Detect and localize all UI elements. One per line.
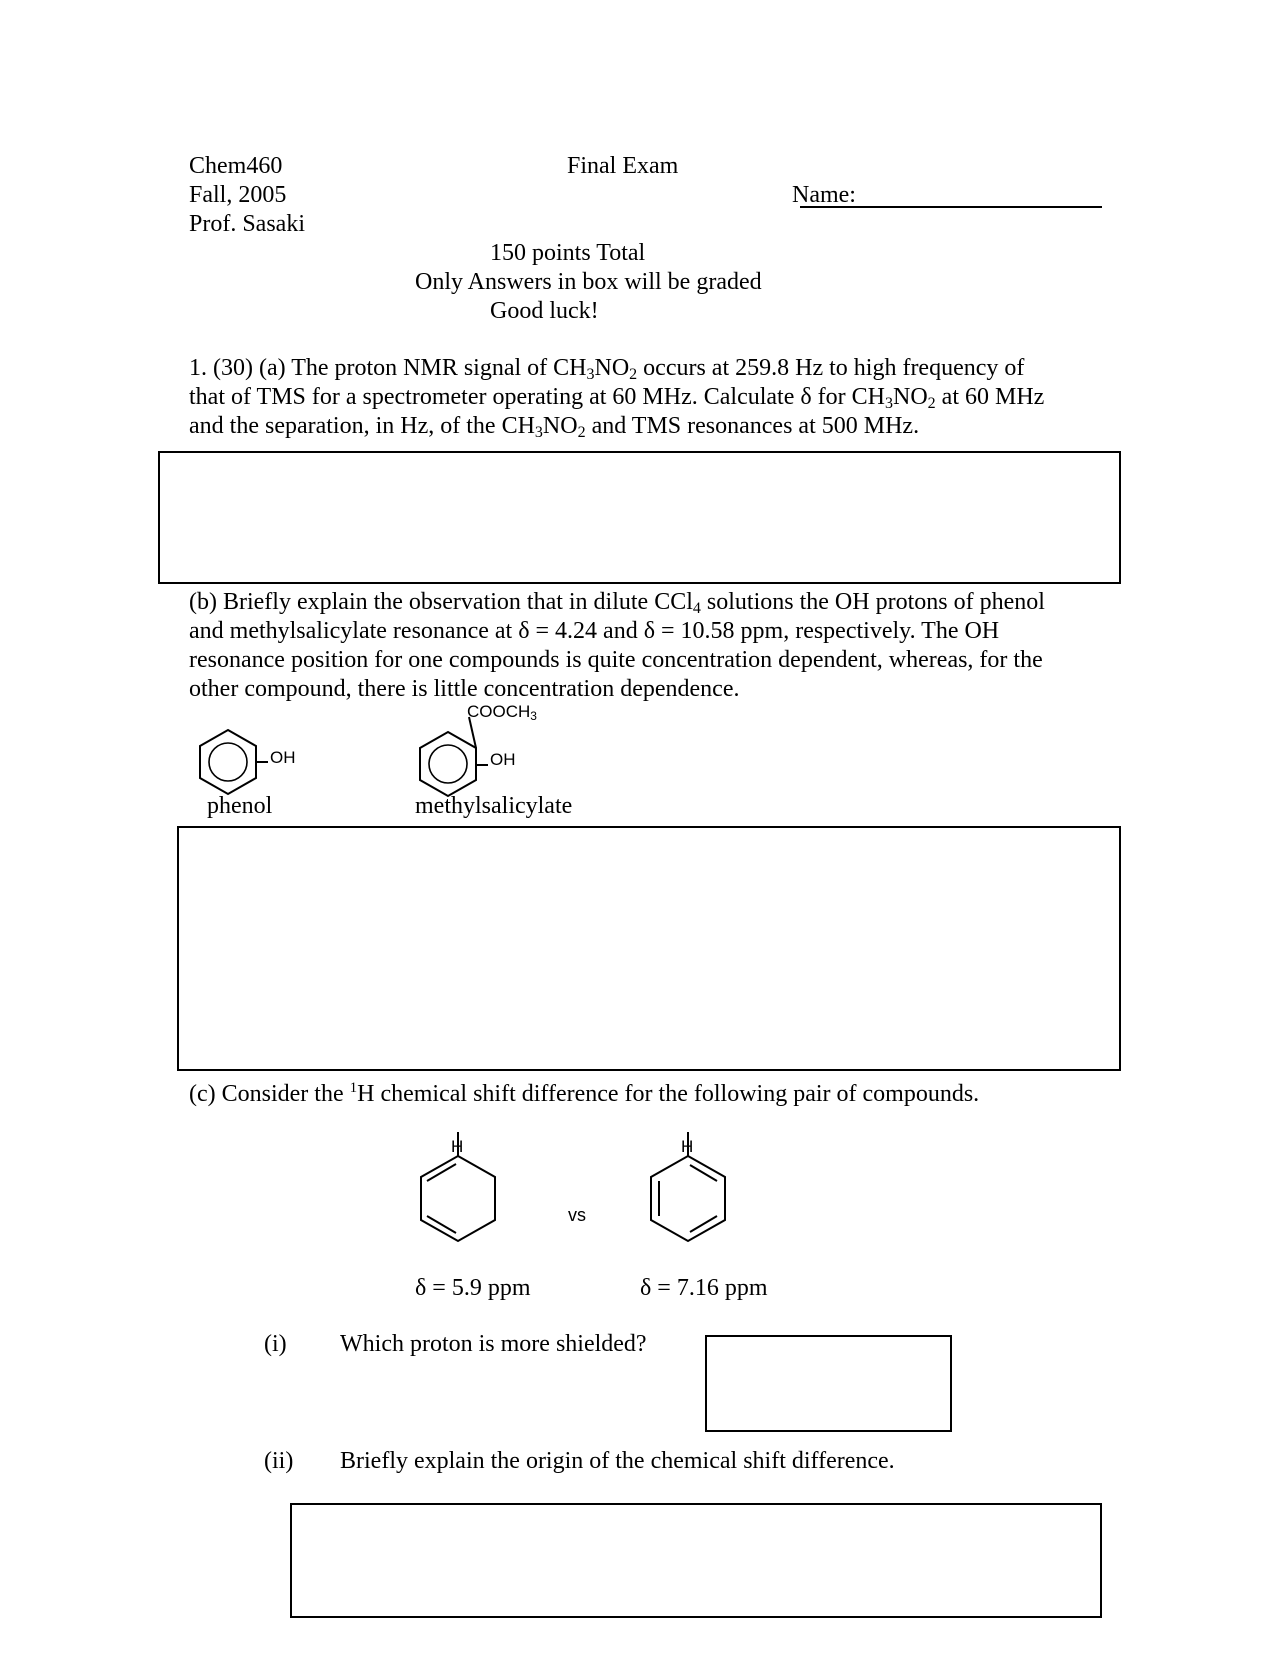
benzene-double-bond-1 <box>690 1165 717 1181</box>
methylsalicylate-label: methylsalicylate <box>415 793 573 819</box>
name-label: Name: <box>792 182 856 208</box>
q1b-line-3: resonance position for one compounds is quite concentration dependent, whereas, for the <box>189 647 1043 673</box>
q1a-line-2: that of TMS for a spectrometer operating at 60 MHz. Calculate δ for $CH_3NO_2$ at 60 MHz <box>189 384 1045 412</box>
shift-left: δ = 5.9 ppm <box>415 1275 531 1301</box>
phenol-oh: OH <box>270 748 296 767</box>
phenol-label: phenol <box>207 793 273 819</box>
methylsalicylate-aromatic-circle <box>429 745 467 783</box>
part-i-number: (i) <box>264 1331 287 1357</box>
benzene-double-bond-2 <box>690 1216 717 1232</box>
answer-box-1a[interactable] <box>158 451 1121 584</box>
question-1b-text <box>189 588 1045 704</box>
cyclohexadiene-double-bond-2 <box>427 1216 456 1233</box>
cyclohexadiene-ring <box>421 1156 495 1241</box>
vs-label: vs <box>568 1205 586 1225</box>
methylsalicylate-coo: $COOCH_3$ <box>467 702 537 723</box>
part-ii-number: (ii) <box>264 1448 294 1474</box>
exam-title: Final Exam <box>567 153 679 179</box>
q1b-line-1: (b) Briefly explain the observation that in dilute CCl$_4$ solutions the OH protons of phenol <box>189 589 1045 617</box>
answer-box-1b[interactable] <box>177 826 1121 1071</box>
cyclohexadiene-h: H <box>451 1137 464 1156</box>
name-underline[interactable] <box>800 206 1102 208</box>
benzene-h: H <box>681 1137 694 1156</box>
cyclohexadiene-double-bond-1 <box>427 1164 456 1181</box>
question-1a-text <box>189 354 1044 441</box>
answer-box-1c-ii[interactable] <box>290 1503 1102 1618</box>
instructions: Only Answers in box will be graded <box>415 269 762 295</box>
answer-box-1c-i[interactable] <box>705 1335 952 1432</box>
methylsalicylate-ester-bond <box>469 717 476 748</box>
methylsalicylate-oh: OH <box>490 750 516 769</box>
course-name: Chem460 <box>189 153 283 179</box>
q1b-line-4: other compound, there is little concentration dependence. <box>189 676 740 702</box>
shift-right: δ = 7.16 ppm <box>640 1275 768 1301</box>
q1a-line-1: 1. (30) (a) The proton NMR signal of $CH_3NO_2$ occurs at 259.8 Hz to high frequency of <box>189 355 1025 383</box>
q1a-line-3: and the separation, in Hz, of the $CH_3NO_2$ and TMS resonances at 500 MHz. <box>189 413 920 441</box>
part-i-question: Which proton is more shielded? <box>340 1331 647 1357</box>
good-luck: Good luck! <box>490 298 599 324</box>
professor: Prof. Sasaki <box>189 211 305 237</box>
phenol-aromatic-circle <box>209 743 247 781</box>
question-1c-prompt: (c) Consider the $^1$H chemical shift difference for the following pair of compounds. <box>189 1080 980 1107</box>
term: Fall, 2005 <box>189 182 287 208</box>
benzene-ring <box>651 1156 725 1241</box>
phenol-structure <box>190 727 270 797</box>
part-ii-question: Briefly explain the origin of the chemical shift difference. <box>340 1448 895 1474</box>
points-total: 150 points Total <box>490 240 646 266</box>
q1b-line-2: and methylsalicylate resonance at δ = 4.24 and δ = 10.58 ppm, respectively. The OH <box>189 618 1000 644</box>
